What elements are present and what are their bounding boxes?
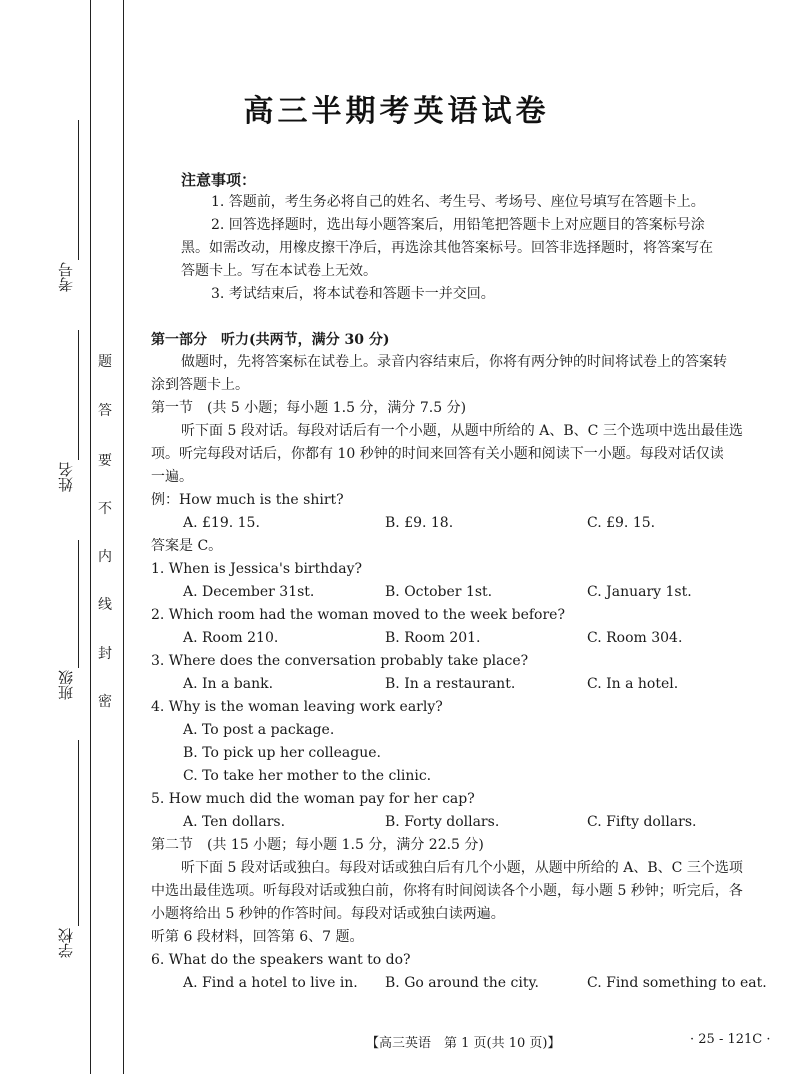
section2-instructions: 听下面 5 段对话或独白。每段对话或独白后有几个小题，从题中所给的 A、B、C 三个选项 <box>181 860 743 876</box>
notice-heading: 注意事项： <box>181 171 257 189</box>
margin-rule-right <box>123 0 124 1074</box>
example-option-b: B. £9. 18. <box>385 515 454 531</box>
seal-char: 不 <box>98 501 112 517</box>
option-a: A. Ten dollars. <box>183 814 286 830</box>
seal-char: 要 <box>98 453 112 469</box>
question-3: 3. Where does the conversation probably take place? <box>151 653 529 669</box>
part1-intro: 做题时，先将答案标在试卷上。录音内容结束后，你将有两分钟的时间将试卷上的答案转 <box>181 354 727 370</box>
notice-line: 黑。如需改动，用橡皮擦干净后，再选涂其他答案标号。回答非选择题时，将答案写在 <box>181 240 713 256</box>
question-2: 2. Which room had the woman moved to the week before? <box>151 607 565 623</box>
exam-number-label: 考号 <box>57 262 75 292</box>
section1-instructions: 项。听完每段对话后，你都有 10 秒钟的时间来回答有关小题和阅读下一小题。每段对话仅读 <box>151 446 724 462</box>
section1-heading: 第一节 (共 5 小题；每小题 1.5 分，满分 7.5 分) <box>151 400 467 416</box>
example-question: 例：How much is the shirt? <box>151 492 344 508</box>
exam-number-field[interactable] <box>58 262 78 296</box>
option-a: A. In a bank. <box>183 676 274 692</box>
option-b: B. To pick up her colleague. <box>183 745 381 761</box>
question-4: 4. Why is the woman leaving work early? <box>151 699 443 715</box>
notice-line: 1. 答题前，考生务必将自己的姓名、考生号、考场号、座位号填写在答题卡上。 <box>211 194 705 210</box>
seal-char: 线 <box>98 597 112 613</box>
option-b: B. In a restaurant. <box>385 676 516 692</box>
option-a: A. Room 210. <box>183 630 279 646</box>
exam-number-line <box>78 120 79 260</box>
part1-heading: 第一部分 听力(共两节，满分 30 分) <box>151 332 390 348</box>
notice-line: 2. 回答选择题时，选出每小题答案后，用铅笔把答题卡上对应题目的答案标号涂 <box>211 217 705 233</box>
section2-instructions: 小题将给出 5 秒钟的作答时间。每段对话或独白读两遍。 <box>151 906 505 922</box>
option-c: C. January 1st. <box>587 584 692 600</box>
question-5: 5. How much did the woman pay for her cap? <box>151 791 475 807</box>
class-label: 班级 <box>57 670 75 700</box>
notice-line: 3. 考试结束后，将本试卷和答题卡一并交回。 <box>211 286 495 302</box>
example-option-c: C. £9. 15. <box>587 515 656 531</box>
seal-char: 答 <box>98 403 112 419</box>
class-line <box>78 540 79 668</box>
paper-code: · 25 - 121C · <box>690 1032 771 1047</box>
section2-instructions: 中选出最佳选项。听每段对话或独白前，你将有时间阅读各个小题，每小题 5 秒钟；听完后，各 <box>151 883 743 899</box>
name-label: 姓名 <box>57 462 75 492</box>
name-field[interactable] <box>58 462 78 496</box>
seal-char: 题 <box>98 354 112 370</box>
option-a: A. To post a package. <box>183 722 335 738</box>
question-6: 6. What do the speakers want to do? <box>151 952 411 968</box>
option-b: B. Go around the city. <box>385 975 539 991</box>
school-line <box>78 740 79 926</box>
section1-instructions: 一遍。 <box>151 469 193 485</box>
page-title: 高三半期考英语试卷 <box>243 94 550 129</box>
school-label: 学校 <box>57 928 75 958</box>
option-c: C. In a hotel. <box>587 676 679 692</box>
option-c: C. To take her mother to the clinic. <box>183 768 432 784</box>
school-field[interactable] <box>58 928 78 962</box>
margin-rule-left <box>90 0 91 1074</box>
option-c: C. Fifty dollars. <box>587 814 697 830</box>
option-c: C. Room 304. <box>587 630 683 646</box>
seal-char: 内 <box>98 549 112 565</box>
example-answer: 答案是 C。 <box>151 538 223 554</box>
section2-heading: 第二节 (共 15 小题；每小题 1.5 分，满分 22.5 分) <box>151 837 484 853</box>
option-a: A. Find a hotel to live in. <box>183 975 358 991</box>
seal-char: 封 <box>98 646 112 662</box>
example-option-a: A. £19. 15. <box>183 515 260 531</box>
option-c: C. Find something to eat. <box>587 975 767 991</box>
page-footer: 【高三英语 第 1 页(共 10 页)】 <box>366 1036 561 1051</box>
option-b: B. October 1st. <box>385 584 493 600</box>
notice-line: 答题卡上。写在本试卷上无效。 <box>181 263 377 279</box>
option-b: B. Room 201. <box>385 630 481 646</box>
part1-intro: 涂到答题卡上。 <box>151 377 249 393</box>
name-line <box>78 330 79 460</box>
seal-char: 密 <box>98 694 112 710</box>
material-6-heading: 听第 6 段材料，回答第 6、7 题。 <box>151 929 364 945</box>
section1-instructions: 听下面 5 段对话。每段对话后有一个小题，从题中所给的 A、B、C 三个选项中选出最佳选 <box>181 423 743 439</box>
option-b: B. Forty dollars. <box>385 814 500 830</box>
question-1: 1. When is Jessica's birthday? <box>151 561 362 577</box>
class-field[interactable] <box>58 670 78 704</box>
option-a: A. December 31st. <box>183 584 315 600</box>
